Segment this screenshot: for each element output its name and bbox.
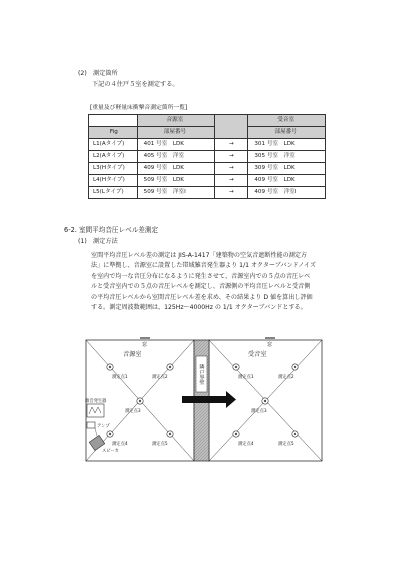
header-source-room: 音源室: [137, 115, 215, 127]
cell-source: 409 号室 LDK: [137, 163, 215, 175]
speaker-label: スピーカ: [102, 449, 119, 454]
mic-rcv-4: [233, 431, 239, 437]
paragraph-line: の平均音圧レベルから室間音圧レベル差を求め、その結果より D 値を算出し評価: [91, 293, 313, 301]
amp-label: アンプ: [97, 424, 110, 429]
cell-arrow: →: [215, 151, 248, 163]
header-room-number-src: 部屋番号: [137, 127, 215, 139]
mic-src-2: [167, 364, 173, 370]
mic-rcv-5: [292, 431, 298, 437]
cell-arrow: →: [215, 187, 248, 199]
header-fig: Fig: [89, 127, 138, 139]
cell-fig: L4(Hタイプ): [89, 175, 138, 187]
cell-fig: L5(Lタイプ): [89, 187, 138, 199]
point-label-rcv-1: 測定点1: [238, 375, 254, 380]
window-rcv-label: 窓: [267, 342, 273, 348]
noise-generator-label: 雑音発生器: [85, 399, 107, 404]
mic-rcv-2: [292, 364, 298, 370]
point-label-rcv-3: 測定点3: [251, 409, 267, 414]
table-caption: [重量及び軽量床衝撃音測定箇所一覧]: [90, 105, 188, 111]
mic-rcv-3: [262, 398, 268, 404]
subheading-method: (1) 測定方法: [78, 238, 118, 245]
noise-generator-icon: [87, 404, 104, 417]
paragraph-line: する。測定周波数範囲は、125Hz～4000Hz の 1/1 オクターブバンドとする。: [91, 304, 307, 312]
window-src-label: 窓: [142, 342, 148, 348]
cell-source: 401 号室 LDK: [137, 139, 215, 151]
section-heading-locations: (2) 測定箇所: [78, 70, 118, 77]
point-label-rcv-4: 測定点4: [238, 442, 254, 447]
mic-src-4: [107, 431, 113, 437]
mic-src-1: [107, 364, 113, 370]
source-room-label: 音源室: [123, 351, 142, 358]
paragraph-line: を室内で均一な音圧分布になるように発生させて、音源室内での５点の音圧レベ: [91, 272, 311, 280]
point-label-rcv-2: 測定点2: [278, 375, 294, 380]
cell-receive: 301 号室 LDK: [248, 139, 326, 151]
cell-receive: 409 号室 洋室Ⅰ: [248, 187, 326, 199]
cell-receive: 409 号室 LDK: [248, 175, 326, 187]
header-room-number-rcv: 部屋番号: [248, 127, 326, 139]
amp-icon: [87, 422, 95, 428]
point-label-src-4: 測定点4: [112, 442, 128, 447]
point-label-src-3: 測定点3: [125, 409, 141, 414]
partition-label: 隣戸界壁: [198, 364, 205, 385]
cell-source: 405 号室 洋室: [137, 151, 215, 163]
point-label-src-1: 測定点1: [112, 375, 128, 380]
cell-fig: L2(Aタイプ): [89, 151, 138, 163]
mic-src-3: [137, 398, 143, 404]
mic-src-5: [167, 431, 173, 437]
cell-source: 509 号室 LDK: [137, 175, 215, 187]
section-text-locations: 下記の４住戸５室を測定する。: [92, 81, 179, 88]
cell-fig: L3(Hタイプ): [89, 163, 138, 175]
header-receive-room: 受音室: [248, 115, 326, 127]
cell-receive: 309 号室 LDK: [248, 163, 326, 175]
cell-arrow: →: [215, 139, 248, 151]
cell-arrow: →: [215, 175, 248, 187]
point-label-src-5: 測定点5: [152, 442, 168, 447]
point-label-src-2: 測定点2: [152, 375, 168, 380]
paragraph-line: 室間平均音圧レベル差の測定は JIS-A-1417「建築物の空気音遮断性能の測定方: [91, 252, 308, 259]
paragraph-line: 法」に準拠し、音源室に設置した帯域雑音発生器より 1/1 オクターブバンドノイズ: [91, 262, 316, 270]
cell-receive: 305 号室 洋室: [248, 151, 326, 163]
cell-fig: L1(Aタイプ): [89, 139, 138, 151]
cell-arrow: →: [215, 163, 248, 175]
section-heading-6-2: 6-2. 室間平均音圧レベル差測定: [64, 226, 159, 234]
paragraph-line: ルと受音室内での５点の音圧レベルを測定し、音源側の平均音圧レベルと受音側: [91, 283, 311, 291]
cell-source: 509 号室 洋室Ⅰ: [137, 187, 215, 199]
point-label-rcv-5: 測定点5: [278, 442, 294, 447]
mic-rcv-1: [233, 364, 239, 370]
receive-room-label: 受音室: [248, 351, 267, 358]
